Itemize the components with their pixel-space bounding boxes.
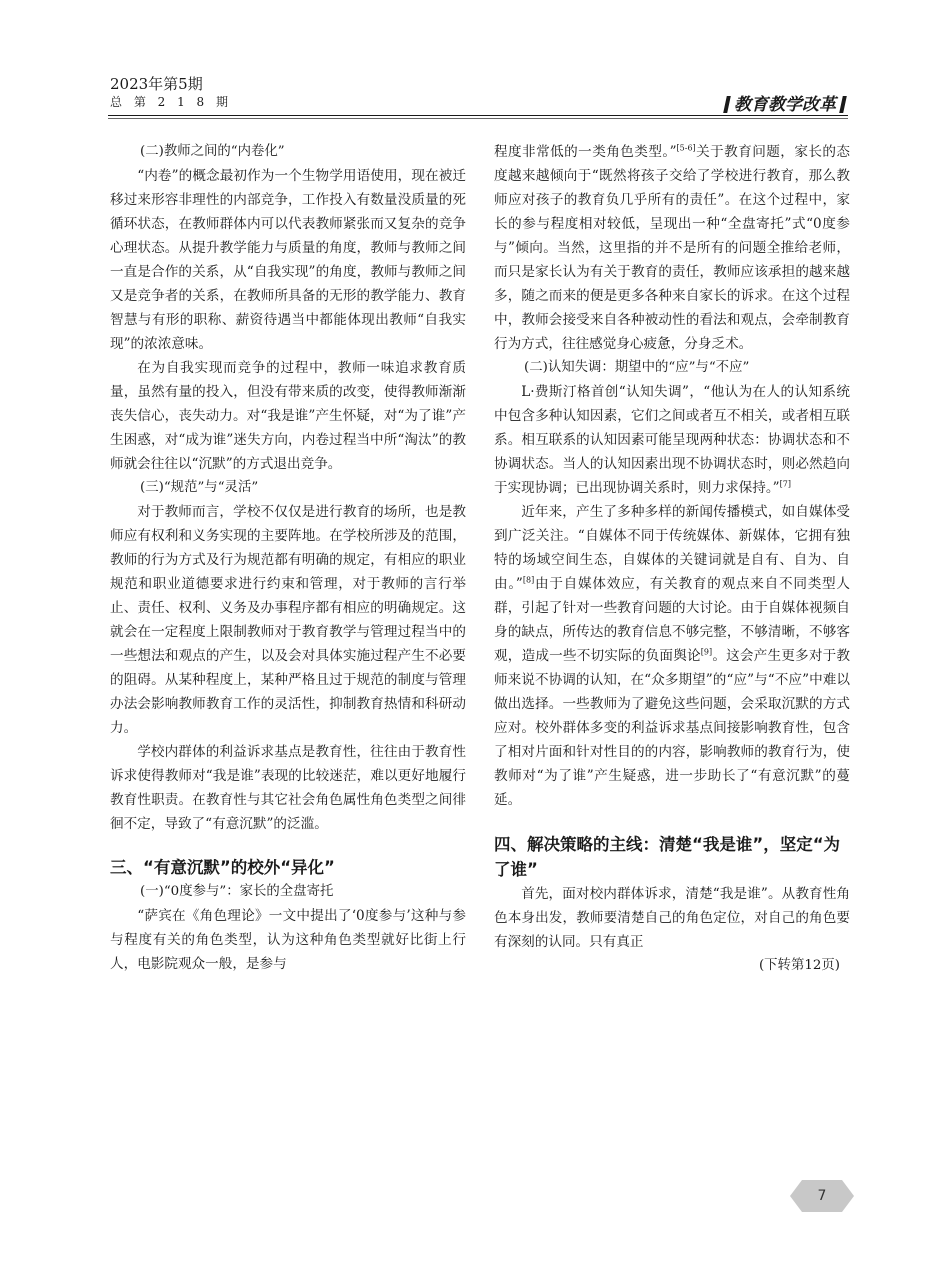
paragraph: 学校内群体的利益诉求基点是教育性，往往由于教育性诉求使得教师对“我是谁”表现的比较迷茫，难以更好地履行教育性职责。在教育性与其它社会角色属性角色类型之间徘徊不定，导致了“有意沉默”的泛滥。 xyxy=(110,744,466,832)
issue-info xyxy=(110,74,232,110)
paragraph-text: 近年来，产生了多种多样的新闻传播模式，如自媒体受到广泛关注。“自媒体不同于传统媒体、新媒体，它拥有独特的场域空间生态，自媒体的关键词就是自有、自为、自由。” xyxy=(494,504,850,592)
paragraph-text: 程度非常低的一类角色类型。” xyxy=(494,144,677,160)
section-heading-4: 四、解决策略的主线：清楚“我是谁”，坚定“为了谁” xyxy=(494,835,841,879)
right-column xyxy=(494,140,850,978)
paragraph: 首先，面对校内群体诉求，清楚“我是谁”。从教育性角色本身出发，教师要清楚自己的角色定位，对自己的角色要有深刻的认同。只有真正 xyxy=(494,886,850,950)
subheading-inner-competition: (二)教师之间的“内卷化” xyxy=(140,144,285,159)
paragraph: 对于教师而言，学校不仅仅是进行教育的场所，也是教师应有权利和义务实现的主要阵地。在学校所涉及的范围，教师的行为方式及行为规范都有明确的规定，有相应的职业规范和职业道德要求进行约束和管理，对于教师的言行举止、责任、权利、义务及办事程序都有相应的明确规定。这就会在一定程度上限制教师对于教育教学与管理过程当中的一些想法和观点的产生，以及会对具体实施过程产生不必要的阻碍。从某种程度上，某种严格且过于规范的制度与管理办法会影响教师教育工作的灵活性，抑制教育热情和科研动力。 xyxy=(110,504,466,736)
subheading-zero-participation: (一)“0度参与”：家长的全盘寄托 xyxy=(140,884,334,899)
left-column xyxy=(110,140,466,976)
journal-name: 教育教学改革 xyxy=(734,95,836,115)
citation-ref: [8] xyxy=(522,575,535,585)
paragraph-text: 由于自媒体效应，有关教育的观点来自不同类型人群，引起了针对一些教育问题的大讨论。由于自媒体视频自身的缺点，所传达的教育信息不够完整，不够清晰，不够客观，造成一些不切实际的负面舆论 xyxy=(494,576,850,664)
page-number: 7 xyxy=(817,1188,827,1204)
journal-title xyxy=(720,90,850,115)
subheading-norms-flexibility: (三)“规范”与“灵活” xyxy=(140,480,259,495)
citation-ref: [7] xyxy=(779,479,791,489)
citation-ref: [5-6] xyxy=(676,143,696,153)
continued-note: (下转第12页) xyxy=(758,958,840,973)
header-rule-thin xyxy=(108,118,848,119)
paragraph-text: 关于教育问题，家长的态度越来越倾向于“既然将孩子交给了学校进行教育，那么教师应对孩子的教育负几乎所有的责任”。在这个过程中，家长的参与程度相对较低，呈现出一种“全盘寄托”式“0度参与”倾向。当然，这里指的并不是所有的问题全推给老师，而只是家长认为有关于教育的责任，教师应该承担的越来越多，随之而来的便是更多各种来自家长的诉求。在这个过程中，教师会接受来自各种被动性的看法和观点，会牵制教育行为方式，往往感觉身心疲惫，分身乏术。 xyxy=(494,144,851,352)
bar-left-icon xyxy=(723,96,731,113)
section-heading-3: 三、“有意沉默”的校外“异化” xyxy=(110,858,335,877)
paragraph: “内卷”的概念最初作为一个生物学用语使用，现在被迁移过来形容非理性的内部竞争，工作投入有数量没质量的死循环状态，在教师群体内可以代表教师紧张而又复杂的竞争心理状态。从提升教学能力与质量的角度，教师与教师之间一直是合作的关系，从“自我实现”的角度，教师与教师之间又是竞争者的关系，在教师所具备的无形的教学能力、教育智慧与有形的职称、薪资待遇当中都能体现出教师“自我实现”的浓浓意味。 xyxy=(110,168,466,352)
paragraph xyxy=(494,380,850,500)
bar-right-icon xyxy=(839,96,847,113)
paragraph: “萨宾在《角色理论》一文中提出了‘0度参与’这种与参与程度有关的角色类型，认为这种角色类型就好比街上行人，电影院观众一般，是参与 xyxy=(110,908,466,972)
paragraph-text: 。这会产生更多对于教师来说不协调的认知，在“众多期望”的“应”与“不应”中难以做出选择。一些教师为了避免这些问题，会采取沉默的方式应对。校外群体多变的利益诉求基点间接影响教育性，包含了相对片面和针对性目的的内容，影响教师的教育行为，使教师对“为了谁”产生疑惑，进一步助长了“有意沉默”的蔓延。 xyxy=(494,648,851,808)
header-rule xyxy=(108,115,848,116)
paragraph xyxy=(494,500,850,812)
paragraph-text: L·费斯汀格首创“认知失调”，“他认为在人的认知系统中包含多种认知因素，它们之间或者互不相关，或者相互联系。相互联系的认知因素可能呈现两种状态：协调状态和不协调状态。当人的认知因素出现不协调状态时，则必然趋向于实现协调；已出现协调关系时，则力求保持。” xyxy=(494,384,850,496)
paragraph xyxy=(494,140,850,356)
total-issue-number: 总 第 2 1 8 期 xyxy=(110,95,232,109)
issue-number: 2023年第5期 xyxy=(110,75,203,93)
subheading-cognitive-dissonance: (二)认知失调：期望中的“应”与“不应” xyxy=(524,360,750,375)
paragraph: 在为自我实现而竞争的过程中，教师一味追求教育质量，虽然有量的投入，但没有带来质的改变，使得教师渐渐丧失信心，丧失动力。对“我是谁”产生怀疑，对“为了谁”产生困惑，对“成为谁”迷失方向，内卷过程当中所“淘汰”的教师就会往往以“沉默”的方式退出竞争。 xyxy=(110,360,466,472)
citation-ref: [9] xyxy=(700,647,713,657)
